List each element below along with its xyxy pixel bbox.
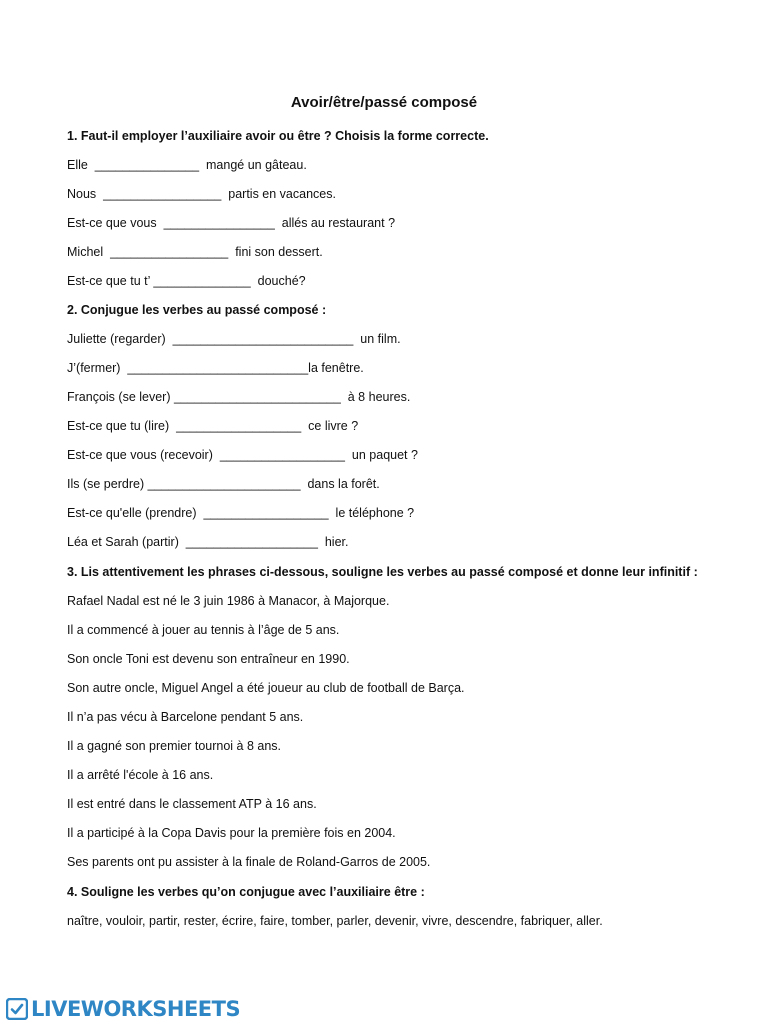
liveworksheets-logo (6, 994, 240, 1024)
section-2-item: Est-ce que vous (recevoir) __________________ un paquet ? (67, 448, 418, 462)
section-2-heading: 2. Conjugue les verbes au passé composé : (67, 303, 327, 317)
section-3-sentence: Il a arrêté l'école à 16 ans. (67, 768, 214, 782)
section-4-heading: 4. Souligne les verbes qu’on conjugue avec l’auxiliaire être : (67, 885, 425, 899)
section-1-item: Elle _______________ mangé un gâteau. (67, 158, 307, 172)
section-2-item: Léa et Sarah (partir) ___________________ hier. (67, 535, 349, 549)
section-1-item: Est-ce que vous ________________ allés au restaurant ? (67, 216, 396, 230)
section-2-item: J’(fermer) __________________________la fenêtre. (67, 361, 364, 375)
liveworksheets-logo-icon (6, 998, 28, 1020)
section-3-sentence: Il est entré dans le classement ATP à 16 ans. (67, 797, 317, 811)
section-2-item: Ils (se perdre) ______________________ dans la forêt. (67, 477, 380, 491)
section-3-sentence: Il n’a pas vécu à Barcelone pendant 5 ans. (67, 710, 304, 724)
section-1-heading: 1. Faut-il employer l’auxiliaire avoir ou être ? Choisis la forme correcte. (67, 129, 489, 143)
section-2-item: François (se lever) ________________________ à 8 heures. (67, 390, 411, 404)
section-3-sentence: Il a commencé à jouer au tennis à l’âge de 5 ans. (67, 623, 340, 637)
section-3-sentence: Son oncle Toni est devenu son entraîneur en 1990. (67, 652, 350, 666)
section-2-item: Est-ce qu'elle (prendre) __________________ le téléphone ? (67, 506, 415, 520)
section-1-item: Est-ce que tu t’ ______________ douché? (67, 274, 306, 288)
logo-text: LIVEWORKSHEETS (31, 997, 241, 1021)
section-3-sentence: Ses parents ont pu assister à la finale de Roland-Garros de 2005. (67, 855, 431, 869)
section-4-verb-list: naître, vouloir, partir, rester, écrire, faire, tomber, parler, devenir, vivre, descendre, fabriquer, aller. (67, 914, 603, 928)
section-3-sentence: Il a participé à la Copa Davis pour la première fois en 2004. (67, 826, 396, 840)
section-3-sentence: Rafael Nadal est né le 3 juin 1986 à Manacor, à Majorque. (67, 594, 390, 608)
section-1-item: Michel _________________ fini son dessert. (67, 245, 323, 259)
section-1-item: Nous _________________ partis en vacances. (67, 187, 336, 201)
section-3-sentence: Son autre oncle, Miguel Angel a été joueur au club de football de Barça. (67, 681, 465, 695)
section-3-sentence: Il a gagné son premier tournoi à 8 ans. (67, 739, 282, 753)
section-3-heading: 3. Lis attentivement les phrases ci-dessous, souligne les verbes au passé composé et donne leur infinitif : (67, 565, 698, 579)
section-2-item: Juliette (regarder) __________________________ un film. (67, 332, 401, 346)
page-title: Avoir/être/passé composé (290, 94, 478, 111)
section-2-item: Est-ce que tu (lire) __________________ ce livre ? (67, 419, 359, 433)
